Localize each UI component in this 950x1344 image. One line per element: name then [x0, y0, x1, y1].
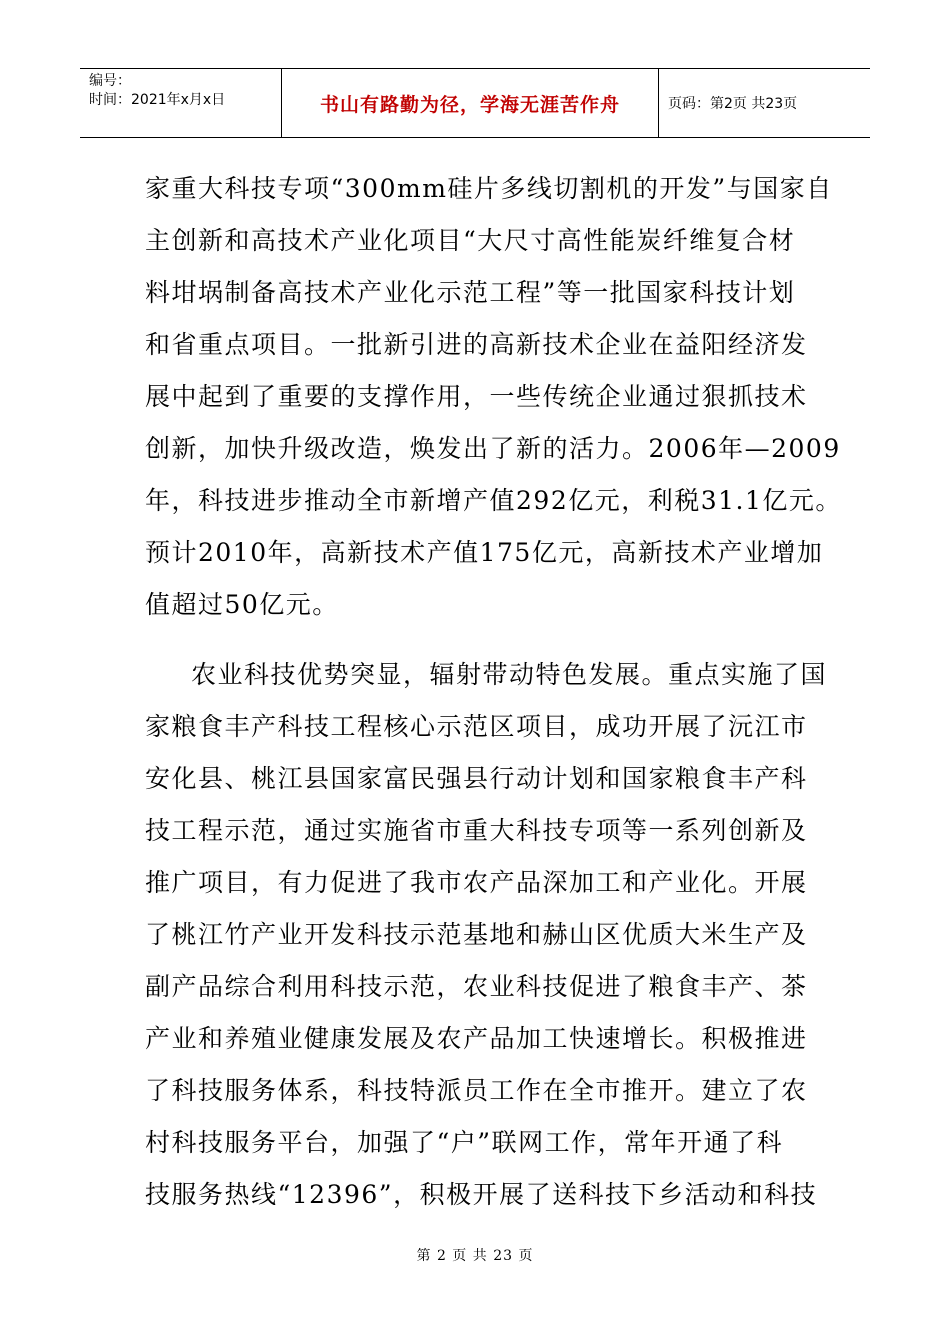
text-line: 技服务热线“12396”，积极开展了送科技下乡活动和科技: [145, 1180, 818, 1209]
text-line: 展中起到了重要的支撑作用，一些传统企业通过狠抓技术: [145, 382, 808, 411]
text-line: 了桃江竹产业开发科技示范基地和赫山区优质大米生产及: [145, 920, 808, 949]
page-footer: [0, 1245, 950, 1265]
header-page-info: 页码：第2页 共23页: [668, 96, 798, 112]
text-line: 家重大科技专项“300mm硅片多线切割机的开发”与国家自: [145, 174, 833, 203]
text-line: 了科技服务体系，科技特派员工作在全市推开。建立了农: [145, 1076, 808, 1105]
paragraph-1: [145, 163, 842, 631]
text-line: 创新，加快升级改造，焕发出了新的活力。2006年—2009: [145, 434, 841, 463]
text-line: 技工程示范，通过实施省市重大科技专项等一系列创新及: [145, 816, 808, 845]
page-header: [80, 68, 870, 138]
paragraph-2: [145, 649, 828, 1221]
text-line: 主创新和高技术产业化项目“大尺寸高性能炭纤维复合材: [145, 226, 796, 255]
text-line: 村科技服务平台，加强了“户”联网工作，常年开通了科: [145, 1128, 784, 1157]
text-line: 产业和养殖业健康发展及农产品加工快速增长。积极推进: [145, 1024, 808, 1053]
text-line: 预计2010年，高新技术产值175亿元，高新技术产业增加: [145, 538, 824, 567]
header-meta-cell: [80, 69, 282, 137]
text-line: 推广项目，有力促进了我市农产品深加工和产业化。开展: [145, 868, 808, 897]
document-body: [145, 163, 842, 1221]
text-line: 安化县、桃江县国家富民强县行动计划和国家粮食丰产科: [145, 764, 808, 793]
text-line: 年，科技进步推动全市新增产值292亿元，利税31.1亿元。: [145, 486, 842, 515]
text-line: 料坩埚制备高技术产业化示范工程”等一批国家科技计划: [145, 278, 796, 307]
text-line: 农业科技优势突显，辐射带动特色发展。重点实施了国: [191, 660, 828, 689]
document-time-label: 时间：2021年x月x日: [89, 92, 226, 108]
text-line: 和省重点项目。一批新引进的高新技术企业在益阳经济发: [145, 330, 808, 359]
header-page-cell: [659, 69, 870, 137]
text-line: 家粮食丰产科技工程核心示范区项目，成功开展了沅江市: [145, 712, 808, 741]
header-motto: 书山有路勤为径，学海无涯苦作舟: [319, 93, 620, 116]
document-number-label: 编号：: [89, 73, 131, 89]
text-line: 副产品综合利用科技示范，农业科技促进了粮食丰产、茶: [145, 972, 808, 1001]
footer-page-number: 第 2 页 共 23 页: [416, 1248, 534, 1264]
header-motto-cell: [282, 69, 659, 137]
text-line: 值超过50亿元。: [145, 590, 339, 619]
